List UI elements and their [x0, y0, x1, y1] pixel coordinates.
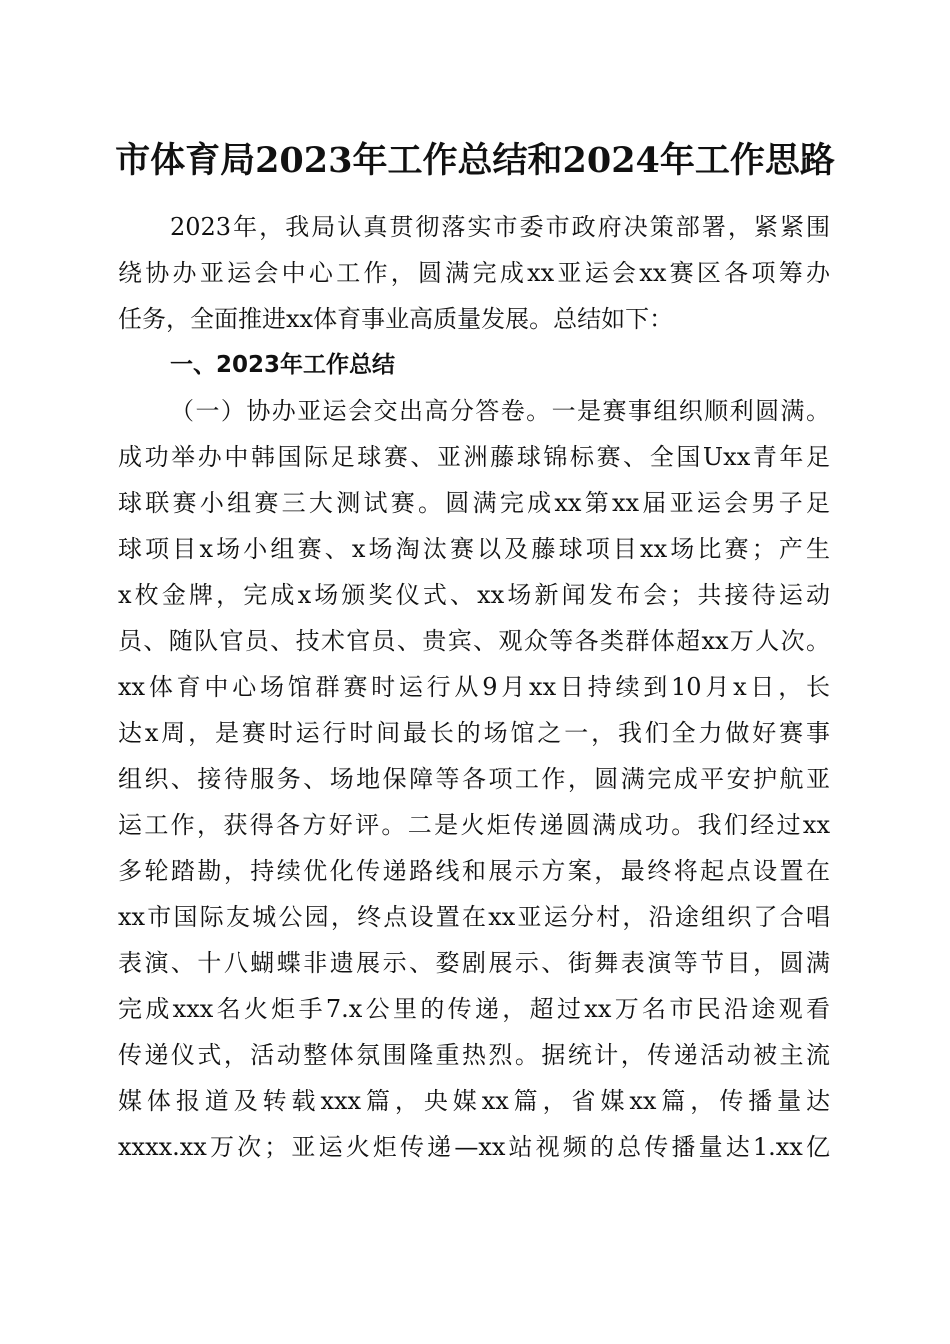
paragraph-line: 多轮踏勘，持续优化传递路线和展示方案，最终将起点设置在 — [118, 857, 830, 885]
paragraph-line: 运工作，获得各方好评。二是火炬传递圆满成功。我们经过xx — [118, 811, 830, 839]
document-title: 市体育局2023年工作总结和2024年工作思路 — [115, 140, 835, 181]
paragraph-line: 员、随队官员、技术官员、贵宾、观众等各类群体超xx万人次。 — [118, 627, 830, 655]
paragraph-line: 任务，全面推进xx体育事业高质量发展。总结如下： — [118, 305, 674, 333]
paragraph-line: xx体育中心场馆群赛时运行从9月xx日持续到10月x日，长 — [118, 673, 830, 701]
paragraph-line: 组织、接待服务、场地保障等各项工作，圆满完成平安护航亚 — [118, 765, 830, 793]
paragraph-line: 达x周，是赛时运行时间最长的场馆之一，我们全力做好赛事 — [118, 719, 830, 747]
paragraph-line: 2023年，我局认真贯彻落实市委市政府决策部署，紧紧围 — [170, 213, 830, 241]
paragraph-line: xx市国际友城公园，终点设置在xx亚运分村，沿途组织了合唱 — [118, 903, 830, 931]
document-body — [118, 204, 830, 1170]
paragraph-line: xxxx.xx万次；亚运火炬传递—xx站视频的总传播量达1.xx亿 — [118, 1133, 830, 1161]
paragraph-line: 成功举办中韩国际足球赛、亚洲藤球锦标赛、全国Uxx青年足 — [118, 443, 830, 471]
paragraph-line: （一）协办亚运会交出高分答卷。一是赛事组织顺利圆满。 — [170, 397, 830, 425]
paragraph-line: 完成xxx名火炬手7.x公里的传递，超过xx万名市民沿途观看 — [118, 995, 830, 1023]
section-heading: 一、2023年工作总结 — [170, 352, 396, 378]
paragraph-line: 绕协办亚运会中心工作，圆满完成xx亚运会xx赛区各项筹办 — [118, 259, 830, 287]
paragraph-line: 传递仪式，活动整体氛围隆重热烈。据统计，传递活动被主流 — [118, 1041, 830, 1069]
paragraph-line: 球联赛小组赛三大测试赛。圆满完成xx第xx届亚运会男子足 — [118, 489, 830, 517]
paragraph-line: 媒体报道及转载xxx篇，央媒xx篇，省媒xx篇，传播量达 — [118, 1087, 830, 1115]
paragraph-line: 表演、十八蝴蝶非遗展示、婺剧展示、街舞表演等节目，圆满 — [118, 949, 830, 977]
paragraph-line: x枚金牌，完成x场颁奖仪式、xx场新闻发布会；共接待运动 — [118, 581, 830, 609]
paragraph-line: 球项目x场小组赛、x场淘汰赛以及藤球项目xx场比赛；产生 — [118, 535, 830, 563]
